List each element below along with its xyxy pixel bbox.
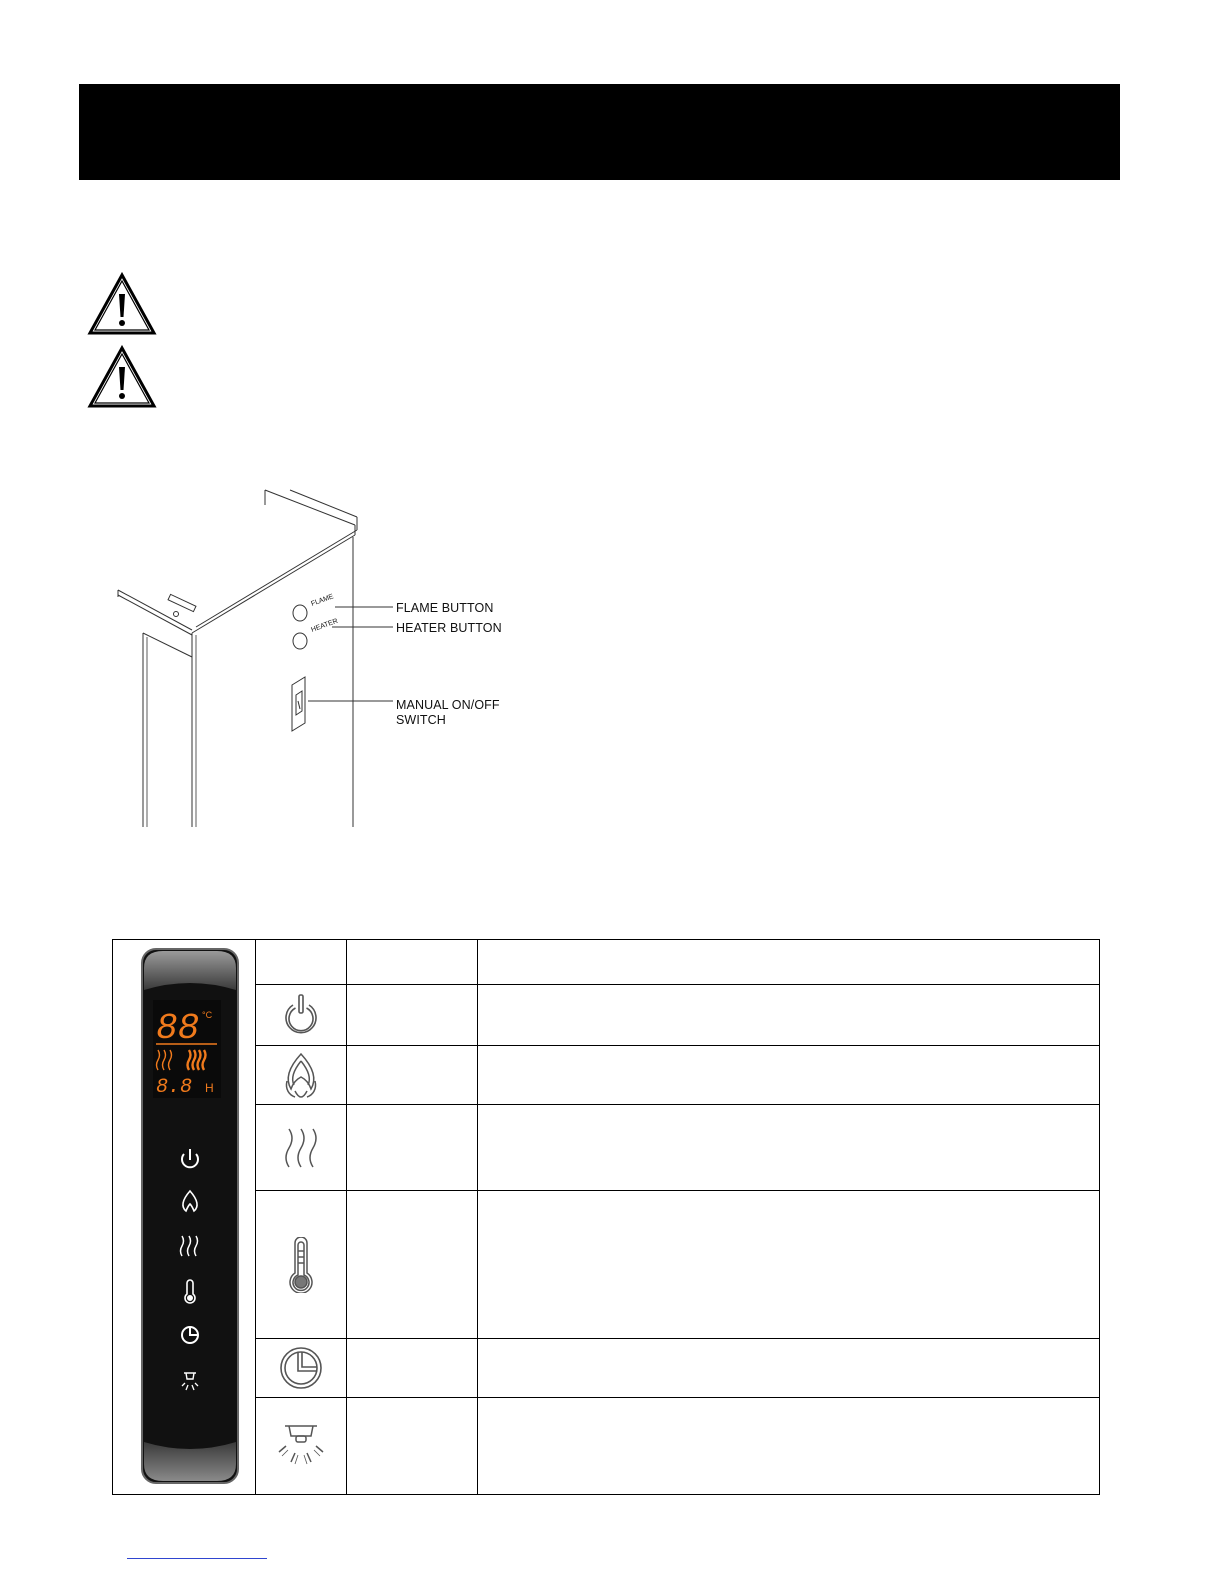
- control-name-cell: [347, 1338, 478, 1397]
- control-description-cell: [478, 985, 1100, 1046]
- manual-switch-callout: [396, 698, 500, 728]
- table-row: [113, 1191, 1100, 1338]
- control-description-cell: [478, 1191, 1100, 1338]
- display-temperature: 88: [156, 1008, 200, 1049]
- table-row: [113, 1046, 1100, 1105]
- display-unit: °C: [202, 1010, 213, 1020]
- flame-label: FLAME: [310, 593, 335, 608]
- heat-icon-cell: [256, 1105, 347, 1191]
- manual-switch-callout-line1: MANUAL ON/OFF: [396, 698, 500, 712]
- section-header-bar: [79, 84, 1120, 180]
- light-icon-cell: [256, 1397, 347, 1494]
- control-name-cell: [347, 1105, 478, 1191]
- power-icon: [281, 993, 321, 1037]
- flame-button-callout: FLAME BUTTON: [396, 601, 494, 615]
- manual-switch-callout-line2: SWITCH: [396, 713, 446, 727]
- flame-icon-cell: [256, 1046, 347, 1105]
- fireplace-side-diagram: [110, 485, 530, 830]
- heat-icon: [279, 1126, 323, 1170]
- control-description-cell: [478, 1046, 1100, 1105]
- control-name-cell: [347, 1046, 478, 1105]
- timer-icon: [278, 1345, 324, 1391]
- heater-label: HEATER: [310, 617, 339, 634]
- table-row: [113, 1397, 1100, 1494]
- table-header-control: [347, 940, 478, 985]
- table-row: [113, 1338, 1100, 1397]
- control-name-cell: [347, 1191, 478, 1338]
- control-panel-image: [141, 948, 239, 1484]
- display-timer: 8.8: [156, 1076, 193, 1099]
- flame-icon: [281, 1051, 321, 1099]
- control-name-cell: [347, 1397, 478, 1494]
- timer-icon-cell: [256, 1338, 347, 1397]
- heater-button-callout: HEATER BUTTON: [396, 621, 502, 635]
- control-name-cell: [347, 985, 478, 1046]
- warning-triangle-icon: [87, 345, 157, 409]
- control-description-cell: [478, 1338, 1100, 1397]
- thermometer-icon-cell: [256, 1191, 347, 1338]
- thermometer-icon: [286, 1237, 316, 1293]
- table-row: [113, 985, 1100, 1046]
- warning-triangle-icon: [87, 272, 157, 336]
- footer-link-underline[interactable]: [127, 1558, 267, 1559]
- table-header-icon: [256, 940, 347, 985]
- table-row: [113, 1105, 1100, 1191]
- control-description-cell: [478, 1397, 1100, 1494]
- light-icon: [275, 1420, 327, 1472]
- table-header-description: [478, 940, 1100, 985]
- power-icon-cell: [256, 985, 347, 1046]
- control-panel-cell: [113, 940, 256, 1495]
- control-functions-table: [112, 939, 1100, 1495]
- display-hours: H: [205, 1081, 214, 1095]
- control-description-cell: [478, 1105, 1100, 1191]
